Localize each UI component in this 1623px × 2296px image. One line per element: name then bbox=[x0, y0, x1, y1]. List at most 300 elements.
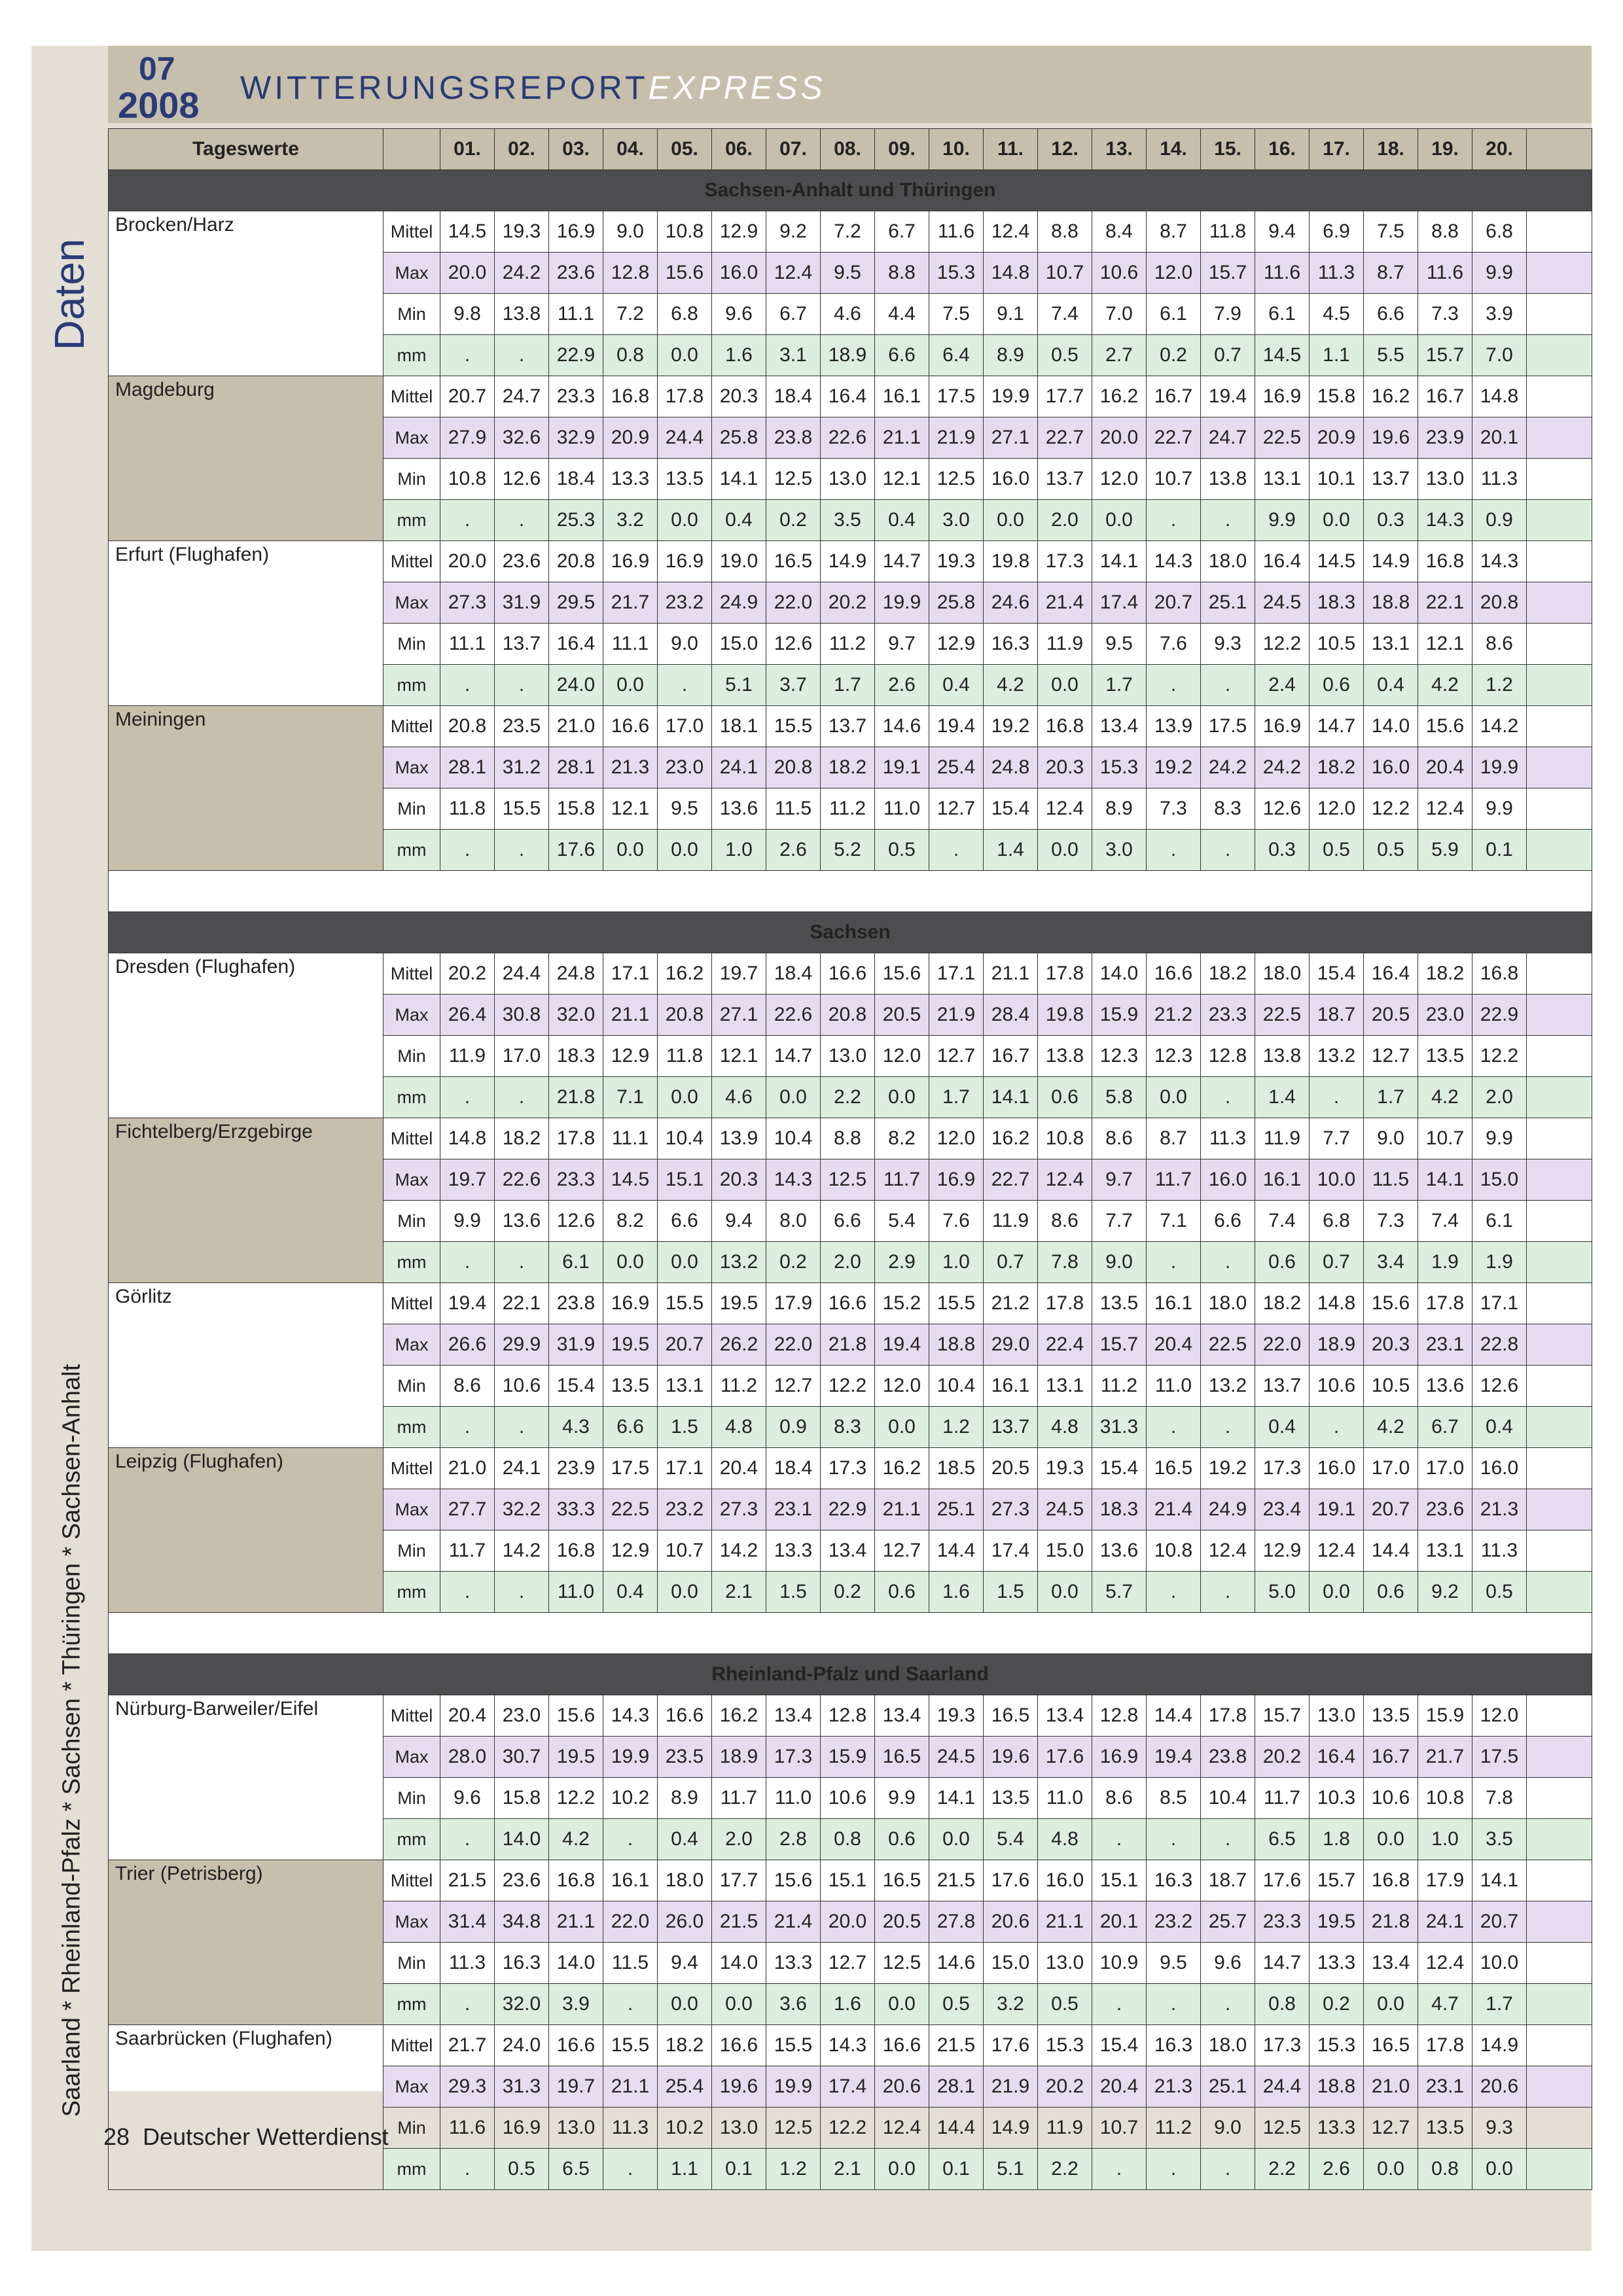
value-cell: 16.1 bbox=[984, 1366, 1038, 1407]
day-header: 10. bbox=[929, 129, 984, 170]
value-cell: 16.0 bbox=[1038, 1860, 1092, 1901]
value-cell: 13.4 bbox=[1092, 706, 1147, 747]
overflow-cell bbox=[1527, 294, 1592, 335]
value-cell: 11.1 bbox=[603, 1118, 658, 1159]
value-cell: 0.0 bbox=[1038, 665, 1092, 706]
value-cell: 7.4 bbox=[1255, 1201, 1310, 1242]
row-type-label: Mittel bbox=[383, 1695, 440, 1737]
value-cell: 12.2 bbox=[549, 1778, 603, 1819]
value-cell: 13.3 bbox=[1310, 2108, 1364, 2149]
value-cell: 31.3 bbox=[1092, 1407, 1147, 1448]
value-cell: 13.7 bbox=[1255, 1366, 1310, 1407]
overflow-cell bbox=[1527, 1737, 1592, 1778]
value-cell: 16.2 bbox=[1364, 376, 1418, 417]
value-cell: 12.6 bbox=[549, 1201, 603, 1242]
value-cell: 3.9 bbox=[549, 1984, 603, 2025]
value-cell: 12.7 bbox=[1364, 2108, 1418, 2149]
value-cell: 7.6 bbox=[1147, 624, 1201, 665]
value-cell: 16.5 bbox=[1147, 1448, 1201, 1489]
region-header-row bbox=[109, 912, 1592, 953]
row-type-label: Min bbox=[383, 1530, 440, 1572]
value-cell: 20.8 bbox=[658, 995, 712, 1036]
value-cell: 4.2 bbox=[984, 665, 1038, 706]
value-cell: 12.8 bbox=[1092, 1695, 1147, 1737]
value-cell: 2.2 bbox=[1038, 2149, 1092, 2190]
value-cell: . bbox=[495, 500, 549, 541]
station-name: Nürburg-Barweiler/Eifel bbox=[109, 1695, 383, 1860]
value-cell: 20.0 bbox=[440, 253, 495, 294]
value-cell: 9.6 bbox=[440, 1778, 495, 1819]
value-cell: 12.7 bbox=[766, 1366, 821, 1407]
value-cell: 21.4 bbox=[1038, 582, 1092, 624]
value-cell: 19.6 bbox=[984, 1737, 1038, 1778]
overflow-cell bbox=[1527, 1283, 1592, 1324]
row-type-label: mm bbox=[383, 830, 440, 871]
value-cell: 11.7 bbox=[1255, 1778, 1310, 1819]
value-cell: . bbox=[1092, 1819, 1147, 1860]
value-cell: 14.1 bbox=[984, 1077, 1038, 1118]
value-cell: 11.2 bbox=[821, 624, 875, 665]
value-cell: 5.0 bbox=[1255, 1572, 1310, 1613]
day-header: 16. bbox=[1255, 129, 1310, 170]
value-cell: 8.7 bbox=[1147, 211, 1201, 253]
value-cell: 0.0 bbox=[658, 1984, 712, 2025]
data-row-mittel bbox=[109, 1118, 1592, 1159]
value-cell: 11.2 bbox=[712, 1366, 766, 1407]
value-cell: 6.6 bbox=[821, 1201, 875, 1242]
value-cell: 32.6 bbox=[495, 417, 549, 459]
data-row-mittel bbox=[109, 1283, 1592, 1324]
value-cell: 15.7 bbox=[1255, 1695, 1310, 1737]
value-cell: 0.4 bbox=[603, 1572, 658, 1613]
value-cell: 24.1 bbox=[495, 1448, 549, 1489]
value-cell: 0.5 bbox=[1310, 830, 1364, 871]
value-cell: 23.8 bbox=[549, 1283, 603, 1324]
value-cell: 21.1 bbox=[875, 417, 929, 459]
value-cell: 6.5 bbox=[1255, 1819, 1310, 1860]
value-cell: . bbox=[1147, 1242, 1201, 1283]
value-cell: 9.5 bbox=[1147, 1943, 1201, 1984]
side-section-text: Daten bbox=[46, 238, 93, 351]
overflow-cell bbox=[1527, 706, 1592, 747]
value-cell: 0.0 bbox=[1364, 1984, 1418, 2025]
value-cell: 13.4 bbox=[766, 1695, 821, 1737]
value-cell: 14.8 bbox=[1472, 376, 1527, 417]
value-cell: 14.9 bbox=[1364, 541, 1418, 582]
value-cell: 21.1 bbox=[1038, 1901, 1092, 1943]
value-cell: 16.3 bbox=[1147, 1860, 1201, 1901]
row-type-label: Min bbox=[383, 459, 440, 500]
value-cell: 6.6 bbox=[603, 1407, 658, 1448]
table-header-row bbox=[109, 129, 1592, 170]
value-cell: 15.1 bbox=[1092, 1860, 1147, 1901]
value-cell: 14.4 bbox=[929, 1530, 984, 1572]
value-cell: 8.9 bbox=[658, 1778, 712, 1819]
value-cell: 22.1 bbox=[1418, 582, 1472, 624]
value-cell: . bbox=[1310, 1077, 1364, 1118]
value-cell: 12.5 bbox=[929, 459, 984, 500]
value-cell: 10.4 bbox=[929, 1366, 984, 1407]
value-cell: 9.5 bbox=[821, 253, 875, 294]
value-cell: 0.2 bbox=[1310, 1984, 1364, 2025]
value-cell: 12.0 bbox=[1147, 253, 1201, 294]
value-cell: 11.5 bbox=[766, 788, 821, 830]
row-type-label: Mittel bbox=[383, 1860, 440, 1901]
value-cell: 22.1 bbox=[495, 1283, 549, 1324]
overflow-cell bbox=[1527, 1901, 1592, 1943]
value-cell: 15.5 bbox=[766, 706, 821, 747]
value-cell: 6.6 bbox=[875, 335, 929, 376]
value-cell: 14.5 bbox=[1310, 541, 1364, 582]
value-cell: 1.7 bbox=[929, 1077, 984, 1118]
value-cell: 9.0 bbox=[1092, 1242, 1147, 1283]
row-type-label: Max bbox=[383, 1737, 440, 1778]
value-cell: 1.2 bbox=[1472, 665, 1527, 706]
value-cell: 22.7 bbox=[984, 1159, 1038, 1201]
value-cell: 4.3 bbox=[549, 1407, 603, 1448]
value-cell: 3.0 bbox=[929, 500, 984, 541]
value-cell: . bbox=[495, 830, 549, 871]
row-type-label: Mittel bbox=[383, 2025, 440, 2066]
value-cell: 19.5 bbox=[549, 1737, 603, 1778]
value-cell: 0.8 bbox=[1255, 1984, 1310, 2025]
value-cell: 6.7 bbox=[875, 211, 929, 253]
data-row-mittel bbox=[109, 541, 1592, 582]
value-cell: 23.6 bbox=[1418, 1489, 1472, 1530]
row-type-label: mm bbox=[383, 335, 440, 376]
station-name: Görlitz bbox=[109, 1283, 383, 1448]
value-cell: 12.4 bbox=[875, 2108, 929, 2149]
value-cell: 15.9 bbox=[1418, 1695, 1472, 1737]
value-cell: 12.0 bbox=[875, 1036, 929, 1077]
value-cell: 17.0 bbox=[1364, 1448, 1418, 1489]
value-cell: 18.1 bbox=[712, 706, 766, 747]
value-cell: 18.4 bbox=[766, 1448, 821, 1489]
value-cell: 22.8 bbox=[1472, 1324, 1527, 1366]
value-cell: 0.1 bbox=[712, 2149, 766, 2190]
value-cell: 0.7 bbox=[1310, 1242, 1364, 1283]
value-cell: 11.0 bbox=[1038, 1778, 1092, 1819]
value-cell: 21.0 bbox=[440, 1448, 495, 1489]
value-cell: 11.6 bbox=[929, 211, 984, 253]
value-cell: 17.3 bbox=[1255, 2025, 1310, 2066]
day-header: 08. bbox=[821, 129, 875, 170]
value-cell: 12.9 bbox=[712, 211, 766, 253]
value-cell: 16.0 bbox=[1201, 1159, 1255, 1201]
value-cell: . bbox=[440, 1077, 495, 1118]
row-type-label: Max bbox=[383, 1324, 440, 1366]
value-cell: 19.5 bbox=[712, 1283, 766, 1324]
value-cell: 24.2 bbox=[1201, 747, 1255, 788]
value-cell: 15.3 bbox=[1310, 2025, 1364, 2066]
value-cell: 23.8 bbox=[766, 417, 821, 459]
row-type-label: mm bbox=[383, 1077, 440, 1118]
value-cell: 8.2 bbox=[875, 1118, 929, 1159]
data-row-mittel bbox=[109, 1448, 1592, 1489]
value-cell: 24.8 bbox=[549, 953, 603, 995]
value-cell: . bbox=[603, 1984, 658, 2025]
value-cell: 30.8 bbox=[495, 995, 549, 1036]
value-cell: 14.2 bbox=[1472, 706, 1527, 747]
value-cell: 13.3 bbox=[603, 459, 658, 500]
value-cell: 15.5 bbox=[766, 2025, 821, 2066]
value-cell: 14.8 bbox=[984, 253, 1038, 294]
value-cell: 15.4 bbox=[1310, 953, 1364, 995]
value-cell: 9.5 bbox=[1092, 624, 1147, 665]
publisher-name: Deutscher Wetterdienst bbox=[143, 2123, 389, 2150]
value-cell: 0.4 bbox=[1255, 1407, 1310, 1448]
value-cell: 12.5 bbox=[821, 1159, 875, 1201]
value-cell: 12.2 bbox=[1472, 1036, 1527, 1077]
value-cell: 12.7 bbox=[929, 788, 984, 830]
value-cell: 10.7 bbox=[658, 1530, 712, 1572]
value-cell: 17.0 bbox=[1418, 1448, 1472, 1489]
value-cell: 5.2 bbox=[821, 830, 875, 871]
value-cell: 14.4 bbox=[929, 2108, 984, 2149]
row-type-label: Min bbox=[383, 1201, 440, 1242]
value-cell: 18.4 bbox=[766, 376, 821, 417]
value-cell: 18.3 bbox=[1092, 1489, 1147, 1530]
value-cell: . bbox=[1310, 1407, 1364, 1448]
value-cell: 24.9 bbox=[712, 582, 766, 624]
value-cell: 11.8 bbox=[1201, 211, 1255, 253]
value-cell: 18.7 bbox=[1201, 1860, 1255, 1901]
value-cell: . bbox=[1201, 1077, 1255, 1118]
page-number: 28 bbox=[103, 2123, 130, 2150]
value-cell: 21.7 bbox=[1418, 1737, 1472, 1778]
value-cell: 11.6 bbox=[1255, 253, 1310, 294]
value-cell: 22.0 bbox=[1255, 1324, 1310, 1366]
day-header: 05. bbox=[658, 129, 712, 170]
value-cell: 13.8 bbox=[1255, 1036, 1310, 1077]
overflow-cell bbox=[1527, 1366, 1592, 1407]
value-cell: 19.7 bbox=[712, 953, 766, 995]
value-cell: 24.5 bbox=[929, 1737, 984, 1778]
value-cell: 16.6 bbox=[821, 953, 875, 995]
value-cell: . bbox=[603, 1819, 658, 1860]
value-cell: 15.6 bbox=[658, 253, 712, 294]
row-type-label: Mittel bbox=[383, 706, 440, 747]
value-cell: 16.0 bbox=[1310, 1448, 1364, 1489]
value-cell: . bbox=[1092, 1984, 1147, 2025]
value-cell: 19.4 bbox=[1201, 376, 1255, 417]
value-cell: 18.8 bbox=[1364, 582, 1418, 624]
value-cell: 6.6 bbox=[1201, 1201, 1255, 1242]
value-cell: 21.3 bbox=[603, 747, 658, 788]
value-cell: 11.6 bbox=[1418, 253, 1472, 294]
value-cell: 20.7 bbox=[1472, 1901, 1527, 1943]
value-cell: 14.9 bbox=[984, 2108, 1038, 2149]
value-cell: 4.7 bbox=[1418, 1984, 1472, 2025]
value-cell: 20.5 bbox=[1364, 995, 1418, 1036]
value-cell: 2.6 bbox=[766, 830, 821, 871]
value-cell: 11.3 bbox=[440, 1943, 495, 1984]
value-cell: 13.5 bbox=[1418, 1036, 1472, 1077]
value-cell: 25.4 bbox=[929, 747, 984, 788]
value-cell: 12.6 bbox=[766, 624, 821, 665]
value-cell: 6.8 bbox=[1310, 1201, 1364, 1242]
value-cell: 2.6 bbox=[875, 665, 929, 706]
value-cell: 2.2 bbox=[1255, 2149, 1310, 2190]
value-cell: 23.0 bbox=[495, 1695, 549, 1737]
row-type-label: mm bbox=[383, 1242, 440, 1283]
value-cell: 0.8 bbox=[1418, 2149, 1472, 2190]
value-cell: 0.8 bbox=[821, 1819, 875, 1860]
value-cell: 4.5 bbox=[1310, 294, 1364, 335]
value-cell: 13.7 bbox=[495, 624, 549, 665]
value-cell: 7.3 bbox=[1147, 788, 1201, 830]
value-cell: 8.7 bbox=[1364, 253, 1418, 294]
value-cell: 11.5 bbox=[603, 1943, 658, 1984]
value-cell: 17.8 bbox=[1418, 1283, 1472, 1324]
row-type-label: Max bbox=[383, 1901, 440, 1943]
value-cell: 16.9 bbox=[1255, 706, 1310, 747]
value-cell: 5.1 bbox=[984, 2149, 1038, 2190]
value-cell: 12.1 bbox=[1418, 624, 1472, 665]
value-cell: 3.7 bbox=[766, 665, 821, 706]
station-name: Fichtelberg/Erzgebirge bbox=[109, 1118, 383, 1283]
value-cell: . bbox=[495, 335, 549, 376]
value-cell: 11.8 bbox=[440, 788, 495, 830]
value-cell: 0.6 bbox=[1364, 1572, 1418, 1613]
value-cell: 13.5 bbox=[984, 1778, 1038, 1819]
value-cell: 17.6 bbox=[984, 2025, 1038, 2066]
value-cell: 30.7 bbox=[495, 1737, 549, 1778]
value-cell: 23.3 bbox=[549, 1159, 603, 1201]
value-cell: 13.8 bbox=[1038, 1036, 1092, 1077]
day-header: 20. bbox=[1472, 129, 1527, 170]
overflow-cell bbox=[1527, 1530, 1592, 1572]
value-cell: 14.1 bbox=[712, 459, 766, 500]
value-cell: 7.5 bbox=[929, 294, 984, 335]
value-cell: 14.0 bbox=[712, 1943, 766, 1984]
value-cell: 8.5 bbox=[1147, 1778, 1201, 1819]
value-cell: 0.1 bbox=[1472, 830, 1527, 871]
value-cell: 1.0 bbox=[712, 830, 766, 871]
value-cell: 13.4 bbox=[875, 1695, 929, 1737]
value-cell: . bbox=[495, 1242, 549, 1283]
value-cell: 15.5 bbox=[929, 1283, 984, 1324]
value-cell: 14.3 bbox=[1147, 541, 1201, 582]
value-cell: 0.2 bbox=[766, 500, 821, 541]
value-cell: 17.0 bbox=[495, 1036, 549, 1077]
overflow-cell bbox=[1527, 1695, 1592, 1737]
overflow-cell bbox=[1527, 376, 1592, 417]
value-cell: 16.3 bbox=[495, 1943, 549, 1984]
value-cell: 0.0 bbox=[875, 1077, 929, 1118]
value-cell: 32.2 bbox=[495, 1489, 549, 1530]
value-cell: 1.5 bbox=[766, 1572, 821, 1613]
value-cell: 14.0 bbox=[1092, 953, 1147, 995]
value-cell: 4.8 bbox=[712, 1407, 766, 1448]
value-cell: . bbox=[1147, 1407, 1201, 1448]
value-cell: 3.2 bbox=[984, 1984, 1038, 2025]
station-name: Saarbrücken (Flughafen) bbox=[109, 2025, 383, 2190]
value-cell: 14.1 bbox=[929, 1778, 984, 1819]
value-cell: 0.8 bbox=[603, 335, 658, 376]
row-type-label: Mittel bbox=[383, 211, 440, 253]
value-cell: . bbox=[495, 665, 549, 706]
value-cell: 15.3 bbox=[929, 253, 984, 294]
value-cell: 6.6 bbox=[1364, 294, 1418, 335]
side-regions-label bbox=[52, 1364, 92, 2117]
value-cell: . bbox=[440, 335, 495, 376]
value-cell: 14.5 bbox=[1255, 335, 1310, 376]
day-header: 07. bbox=[766, 129, 821, 170]
value-cell: 15.4 bbox=[549, 1366, 603, 1407]
value-cell: 14.1 bbox=[1472, 1860, 1527, 1901]
value-cell: 23.1 bbox=[1418, 2066, 1472, 2108]
value-cell: 23.1 bbox=[766, 1489, 821, 1530]
value-cell: 8.8 bbox=[1038, 211, 1092, 253]
row-type-label: Min bbox=[383, 1036, 440, 1077]
side-regions-text: Saarland * Rheinland-Pfalz * Sachsen * Thüringen * Sachsen-Anhalt bbox=[58, 1364, 86, 2117]
value-cell: 10.0 bbox=[1310, 1159, 1364, 1201]
row-type-label: Max bbox=[383, 1489, 440, 1530]
value-cell: 7.7 bbox=[1092, 1201, 1147, 1242]
day-header: 03. bbox=[549, 129, 603, 170]
value-cell: 11.5 bbox=[1364, 1159, 1418, 1201]
value-cell: 17.8 bbox=[658, 376, 712, 417]
value-cell: 16.9 bbox=[929, 1159, 984, 1201]
value-cell: 24.2 bbox=[1255, 747, 1310, 788]
value-cell: 0.0 bbox=[875, 1984, 929, 2025]
value-cell: 12.2 bbox=[821, 1366, 875, 1407]
value-cell: 14.5 bbox=[603, 1159, 658, 1201]
value-cell: 3.6 bbox=[766, 1984, 821, 2025]
value-cell: 20.4 bbox=[440, 1695, 495, 1737]
value-cell: 0.7 bbox=[1201, 335, 1255, 376]
region-gap bbox=[109, 1613, 1592, 1654]
value-cell: 7.6 bbox=[929, 1201, 984, 1242]
row-type-label: Mittel bbox=[383, 541, 440, 582]
value-cell: 32.9 bbox=[549, 417, 603, 459]
value-cell: 19.3 bbox=[929, 541, 984, 582]
value-cell: . bbox=[1201, 1572, 1255, 1613]
value-cell: 12.4 bbox=[1310, 1530, 1364, 1572]
value-cell: 0.7 bbox=[984, 1242, 1038, 1283]
value-cell: 0.3 bbox=[1364, 500, 1418, 541]
value-cell: . bbox=[1147, 2149, 1201, 2190]
value-cell: 16.1 bbox=[1255, 1159, 1310, 1201]
value-cell: 23.9 bbox=[549, 1448, 603, 1489]
value-cell: 13.3 bbox=[1310, 1943, 1364, 1984]
value-cell: 7.1 bbox=[1147, 1201, 1201, 1242]
value-cell: 29.9 bbox=[495, 1324, 549, 1366]
value-cell: 12.9 bbox=[603, 1036, 658, 1077]
value-cell: 19.3 bbox=[1038, 1448, 1092, 1489]
value-cell: 16.6 bbox=[821, 1283, 875, 1324]
value-cell: 4.2 bbox=[1418, 1077, 1472, 1118]
value-cell: 1.6 bbox=[821, 1984, 875, 2025]
overflow-cell bbox=[1527, 417, 1592, 459]
value-cell: 16.8 bbox=[1364, 1860, 1418, 1901]
value-cell: 24.0 bbox=[495, 2025, 549, 2066]
station-name: Dresden (Flughafen) bbox=[109, 953, 383, 1118]
value-cell: 17.4 bbox=[984, 1530, 1038, 1572]
day-header: 15. bbox=[1201, 129, 1255, 170]
value-cell: 12.7 bbox=[929, 1036, 984, 1077]
value-cell: 12.7 bbox=[1364, 1036, 1418, 1077]
value-cell: 0.2 bbox=[766, 1242, 821, 1283]
data-row-mittel bbox=[109, 1695, 1592, 1737]
value-cell: 13.0 bbox=[821, 459, 875, 500]
value-cell: 21.9 bbox=[984, 2066, 1038, 2108]
value-cell: 10.2 bbox=[658, 2108, 712, 2149]
value-cell: 16.5 bbox=[1364, 2025, 1418, 2066]
value-cell: 12.4 bbox=[1418, 788, 1472, 830]
value-cell: 11.0 bbox=[1147, 1366, 1201, 1407]
